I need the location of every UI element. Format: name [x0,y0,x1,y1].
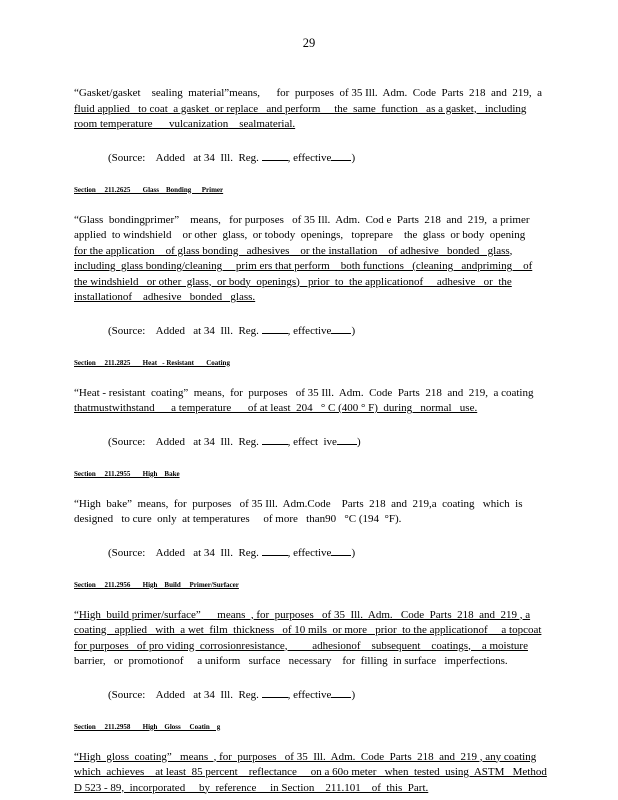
paragraph-line: “Heat - resistant coating” means, for purposes of 35 Ill. Adm. Code Parts 218 and 219, a coating [74,386,534,399]
paragraph-line: “High build primer/surface” means , for purposes of 35 Ill. Adm. Code Parts 218 and 219 , a [74,608,531,621]
source-note: (Source: Added at 34 Ill. Reg. , effect ive ) [108,435,361,448]
paragraph-line: room temperature vulcanization sealmaterial. [74,118,296,130]
section-heading: Section 211.2955 High Bake [74,469,180,478]
source-note: (Source: Added at 34 Ill. Reg. , effective ) [108,688,356,701]
paragraph-line: installationof adhesive bonded glass. [74,291,256,303]
paragraph-line: barrier, or promotionof a uniform surface necessary for filling in surface imperfections. [74,655,508,667]
paragraph-line: thatmustwithstand a temperature of at least 204 ° C (400 ° F) during normal use. [74,402,478,414]
page-number: 29 [302,36,316,50]
paragraph-line: fluid applied to coat a gasket or replace and perform the same function as a gasket, including [74,102,527,115]
definition-paragraph [74,750,547,797]
section-heading: Section 211.2825 Heat - Resistant Coating [74,358,230,367]
paragraph-line: “High gloss coating” means , for purposes of 35 Ill. Adm. Code Parts 218 and 219 , any coating [74,750,537,763]
source-note: (Source: Added at 34 Ill. Reg. , effective ) [108,151,356,164]
page-content [74,86,547,796]
paragraph-line: D 523 - 89, incorporated by reference in Section 211.101 of this Part. [74,781,429,794]
paragraph-line: for purposes of pro viding corrosionresistance, adhesionof subsequent coatings, a moisture [74,639,528,652]
paragraph-line: “High bake” means, for purposes of 35 Ill. Adm.Code Parts 218 and 219,a coating which is [74,497,523,510]
definition-paragraph [74,608,542,670]
definition-paragraph [74,386,536,417]
paragraph-line: “Glass bondingprimer” means, for purposes of 35 Ill. Adm. Cod e Parts 218 and 219, a primer [74,213,530,226]
source-note: (Source: Added at 34 Ill. Reg. , effective ) [108,546,356,559]
paragraph-line: applied to windshield or other glass, or tobody openings, toprepare the glass or body opening [74,229,526,241]
paragraph-line: coating applied with a wet film thickness of 10 mils or more prior to the applicationof a topcoat [74,624,542,636]
source-note: (Source: Added at 34 Ill. Reg. , effective ) [108,324,356,337]
paragraph-line: the windshield or other glass, or body openings) prior to the applicationof adhesive or the [74,275,512,288]
section-heading: Section 211.2956 High Build Primer/Surfacer [74,580,239,589]
paragraph-line: designed to cure only at temperatures of more than90 °C (194 °F). [74,513,402,525]
section-heading: Section 211.2958 High Gloss Coatin g [74,722,221,731]
paragraph-line: which achieves at least 85 percent reflectance on a 60o meter when tested using ASTM Method [74,766,547,778]
paragraph-line: including glass bonding/cleaning prim ers that perform both functions (cleaning andpriming of [74,260,533,272]
definition-paragraph [74,86,543,133]
paragraph-line: for the application of glass bonding adhesives or the installation of adhesive bonded glass, [74,244,513,257]
definition-paragraph [74,213,536,306]
paragraph-line: “Gasket/gasket sealing material”means, for purposes of 35 Ill. Adm. Code Parts 218 and 219, a [74,87,543,99]
section-heading: Section 211.2625 Glass Bonding Primer [74,185,224,194]
definition-paragraph [74,497,536,528]
